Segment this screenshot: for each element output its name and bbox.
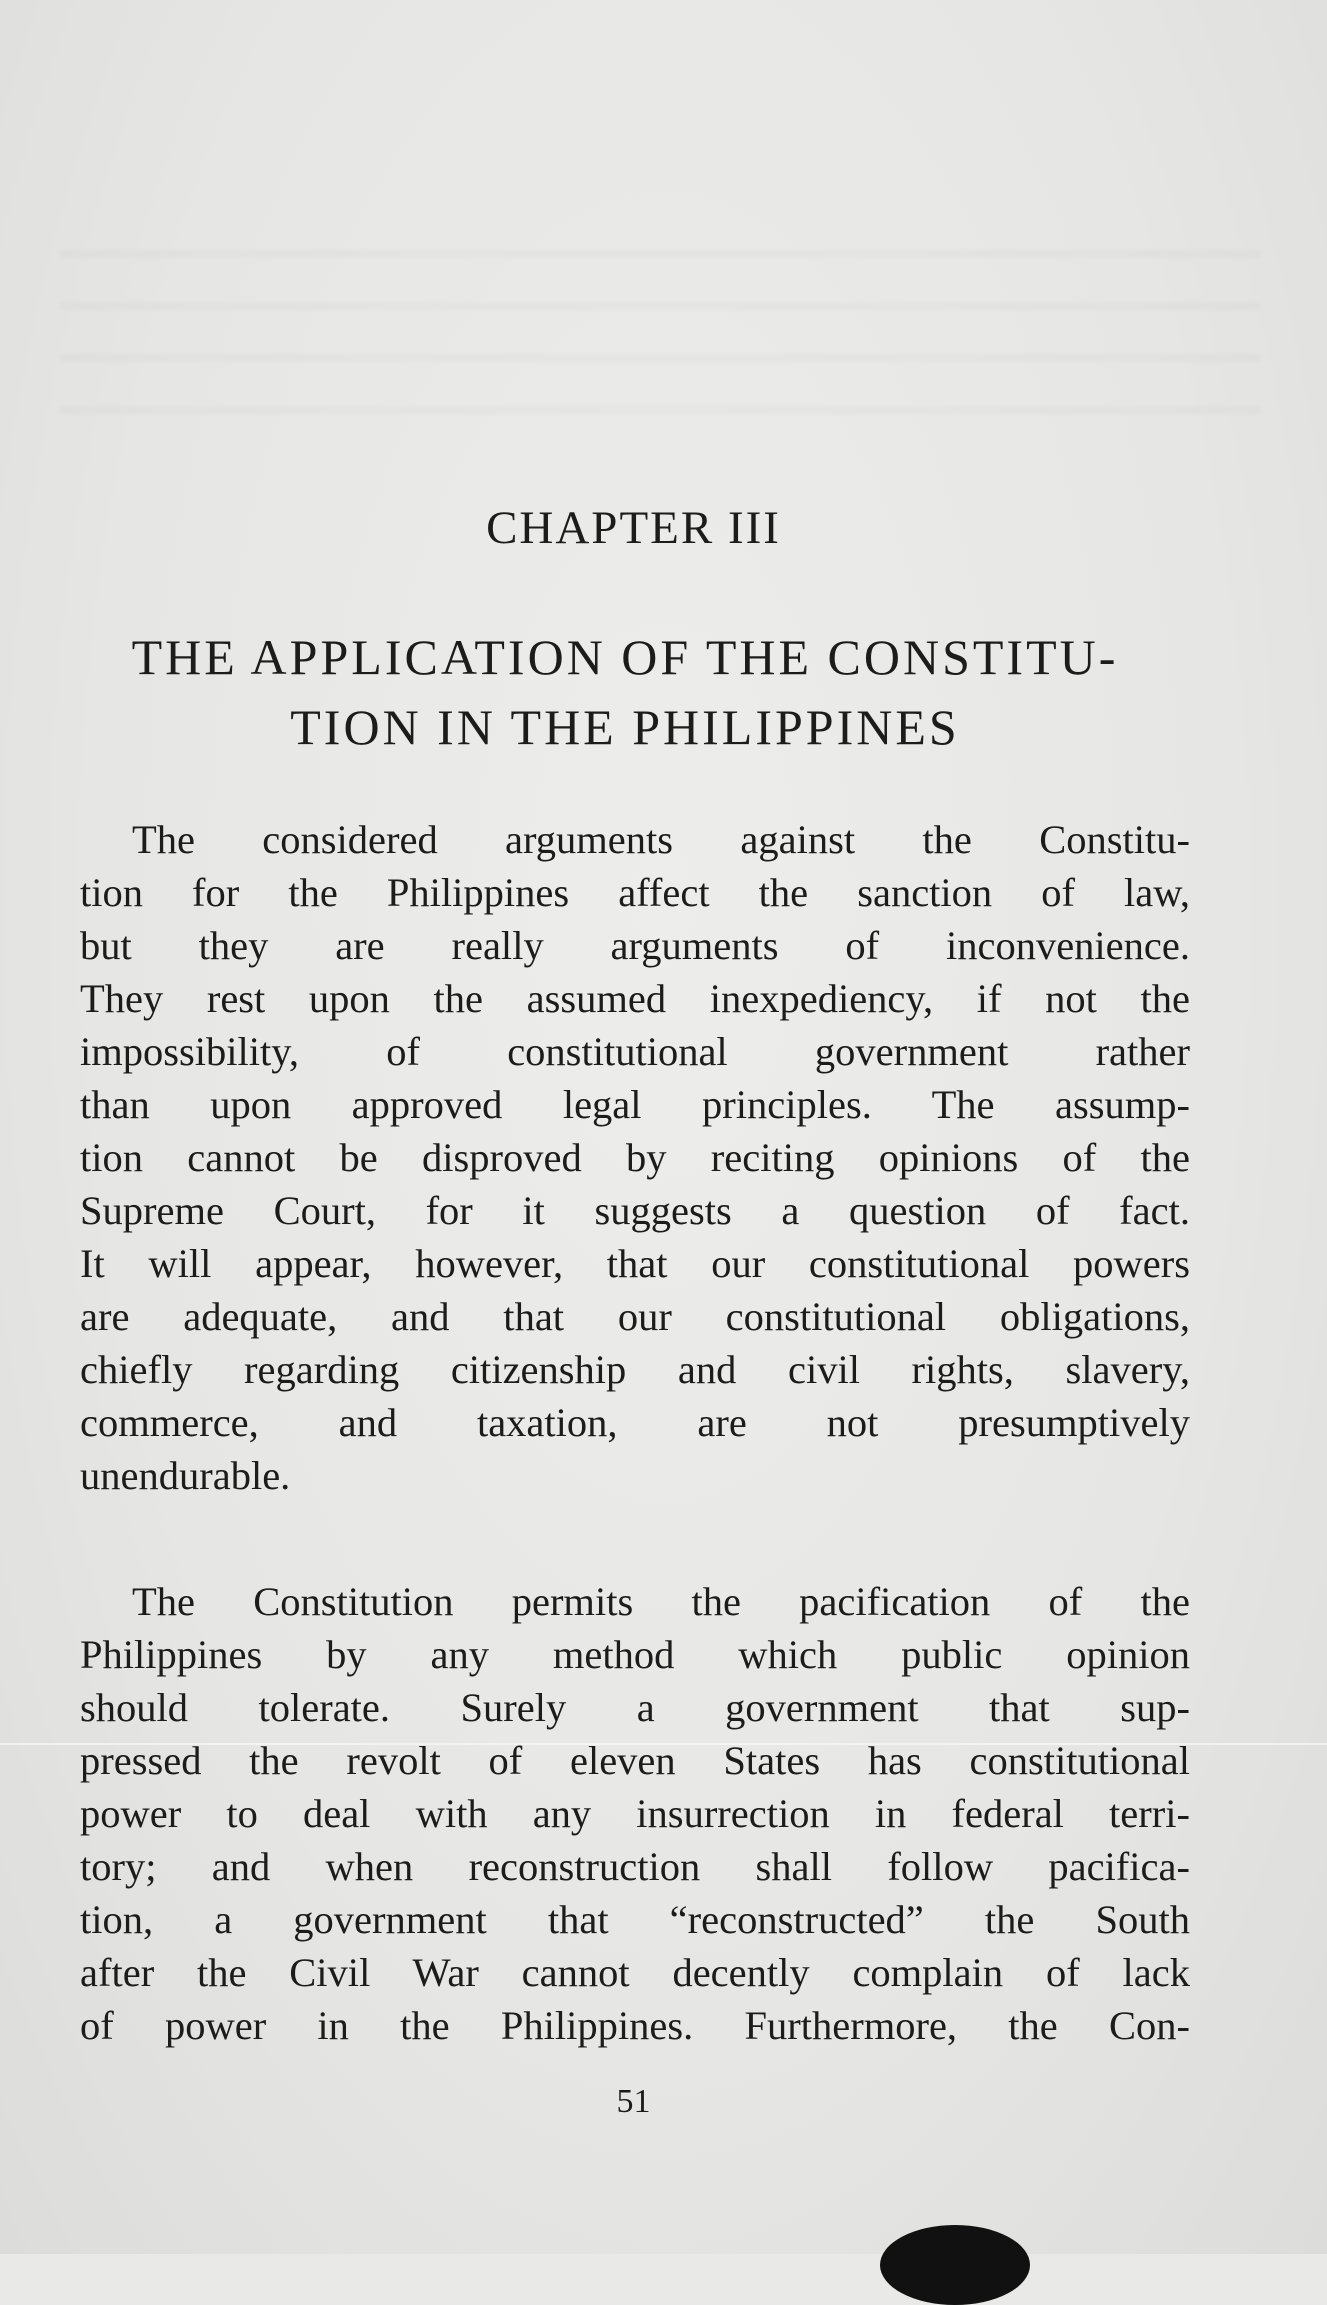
text-line: but they are really arguments of inconvenience. (80, 923, 1190, 968)
page-number: 51 (616, 2083, 651, 2120)
chapter-title-line: THE APPLICATION OF THE CONSTITU- (131, 629, 1119, 685)
text-line: Philippines by any method which public opinion (80, 1632, 1190, 1677)
text-line: after the Civil War cannot decently complain of lack (80, 1950, 1190, 1995)
chapter-title-line: TION IN THE PHILIPPINES (290, 699, 960, 755)
binding-hole (880, 2225, 1030, 2305)
text-line: The considered arguments against the Constitu- (132, 817, 1190, 862)
text-line: should tolerate. Surely a government that sup- (80, 1685, 1190, 1730)
text-line: unendurable. (80, 1453, 291, 1498)
text-line: than upon approved legal principles. The assump- (80, 1082, 1190, 1127)
text-line: Supreme Court, for it suggests a question of fact. (80, 1188, 1190, 1233)
text-line: tion cannot be disproved by reciting opinions of the (80, 1135, 1190, 1180)
paragraph-1 (80, 813, 1190, 1502)
show-through-text (60, 250, 1260, 430)
text-line: They rest upon the assumed inexpediency, if not the (80, 976, 1190, 1021)
text-line: of power in the Philippines. Furthermore, the Con- (80, 2003, 1190, 2048)
text-line: tion for the Philippines affect the sanction of law, (80, 870, 1190, 915)
text-line: It will appear, however, that our constitutional powers (80, 1241, 1190, 1286)
text-line: are adequate, and that our constitutional obligations, (80, 1294, 1190, 1339)
text-line: The Constitution permits the pacification of the (132, 1579, 1190, 1624)
chapter-title (60, 622, 1190, 762)
text-line: impossibility, of constitutional government rather (80, 1029, 1190, 1074)
text-line: tory; and when reconstruction shall follow pacifica- (80, 1844, 1190, 1889)
text-line: chiefly regarding citizenship and civil rights, slavery, (80, 1347, 1190, 1392)
text-line: power to deal with any insurrection in federal terri- (80, 1791, 1190, 1836)
text-line: commerce, and taxation, are not presumptively (80, 1400, 1190, 1445)
chapter-label: CHAPTER III (486, 502, 781, 554)
paragraph-2 (80, 1575, 1190, 2052)
text-line: tion, a government that “reconstructed” the South (80, 1897, 1190, 1942)
text-line: pressed the revolt of eleven States has constitutional (80, 1738, 1190, 1783)
